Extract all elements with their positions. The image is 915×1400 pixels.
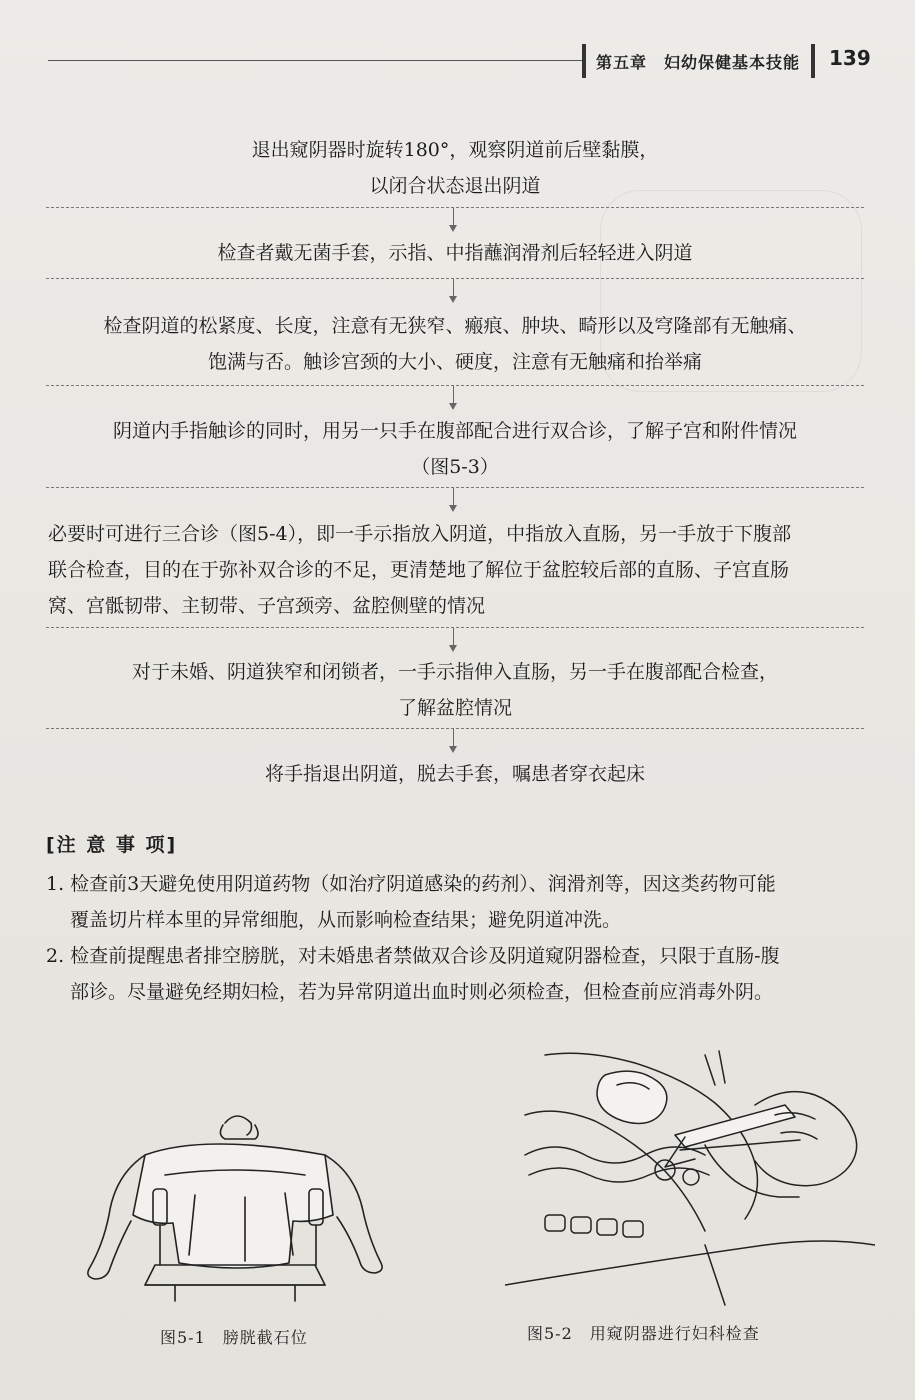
flow-step-4-line-1: 阴道内手指触诊的同时，用另一只手在腹部配合进行双合诊，了解子宫和附件情况	[112, 420, 797, 442]
flow-divider	[46, 207, 864, 208]
flow-divider	[46, 627, 864, 628]
flow-step-1	[40, 132, 870, 204]
flow-divider	[46, 487, 864, 488]
flow-step-5	[40, 516, 870, 624]
figure-lithotomy-position-illustration	[75, 1105, 395, 1305]
note-item-2	[46, 938, 866, 1010]
note-item-1-line-2: 覆盖切片样本里的异常细胞，从而影响检查结果；避免阴道冲洗。	[70, 909, 622, 931]
flow-step-7	[40, 756, 870, 792]
flow-divider	[46, 385, 864, 386]
header-rule	[48, 60, 583, 61]
flow-step-6	[40, 654, 870, 726]
figure-speculum-examination-illustration	[505, 1045, 875, 1310]
flow-step-1-line-1: 退出窥阴器时旋转180°，观察阴道前后壁黏膜，	[251, 139, 659, 161]
note-item-2-line-2: 部诊。尽量避免经期妇检，若为异常阴道出血时则必须检查，但检查前应消毒外阴。	[70, 981, 774, 1003]
figure-5-2-caption: 图5-2 用窥阴器进行妇科检查	[527, 1324, 760, 1343]
flow-step-3-line-2: 饱满与否。触诊宫颈的大小、硬度，注意有无触痛和抬举痛	[207, 351, 702, 373]
flow-step-5-line-2: 联合检查，目的在于弥补双合诊的不足，更清楚地了解位于盆腔较后部的直肠、子宫直肠	[48, 559, 790, 581]
flow-arrow	[453, 488, 454, 510]
flow-step-2-line-1: 检查者戴无菌手套，示指、中指蘸润滑剂后轻轻进入阴道	[217, 242, 693, 264]
flow-step-7-line-1: 将手指退出阴道，脱去手套，嘱患者穿衣起床	[264, 763, 645, 785]
flow-arrow	[453, 279, 454, 301]
flow-divider	[46, 728, 864, 729]
flow-arrow	[453, 386, 454, 408]
flow-step-5-line-1: 必要时可进行三合诊（图5-4），即一手示指放入阴道，中指放入直肠，另一手放于下腹部	[48, 523, 792, 545]
flow-step-5-line-3: 窝、宫骶韧带、主韧带、子宫颈旁、盆腔侧壁的情况	[48, 595, 486, 617]
flow-step-4-line-2: （图5-3）	[411, 456, 499, 478]
figure-5-1-caption: 图5-1 膀胱截石位	[160, 1328, 308, 1347]
header-bar-right	[811, 44, 815, 78]
page-number: 139	[829, 46, 871, 70]
flow-arrow	[453, 628, 454, 650]
note-item-1	[46, 866, 866, 938]
note-item-1-line-1: 1. 检查前3天避免使用阴道药物（如治疗阴道感染的药剂）、润滑剂等，因这类药物可能	[46, 873, 776, 895]
flow-step-6-line-2: 了解盆腔情况	[397, 697, 512, 719]
flow-step-3-line-1: 检查阴道的松紧度、长度，注意有无狭窄、瘢痕、肿块、畸形以及穹隆部有无触痛、	[103, 315, 807, 337]
flow-step-4	[40, 413, 870, 485]
flow-arrow	[453, 729, 454, 751]
flow-divider	[46, 278, 864, 279]
flow-arrow	[453, 208, 454, 230]
note-item-2-line-1: 2. 检查前提醒患者排空膀胱，对未婚患者禁做双合诊及阴道窥阴器检查，只限于直肠-腹	[46, 945, 780, 967]
notes-heading: [注 意 事 项]	[46, 834, 178, 856]
flow-step-3	[40, 308, 870, 380]
flow-step-1-line-2: 以闭合状态退出阴道	[369, 175, 541, 197]
header-bar-left	[582, 44, 586, 78]
flow-step-6-line-1: 对于未婚、阴道狭窄和闭锁者，一手示指伸入直肠，另一手在腹部配合检查，	[131, 661, 778, 683]
flow-step-2	[40, 235, 870, 271]
chapter-title: 第五章 妇幼保健基本技能	[596, 53, 801, 72]
